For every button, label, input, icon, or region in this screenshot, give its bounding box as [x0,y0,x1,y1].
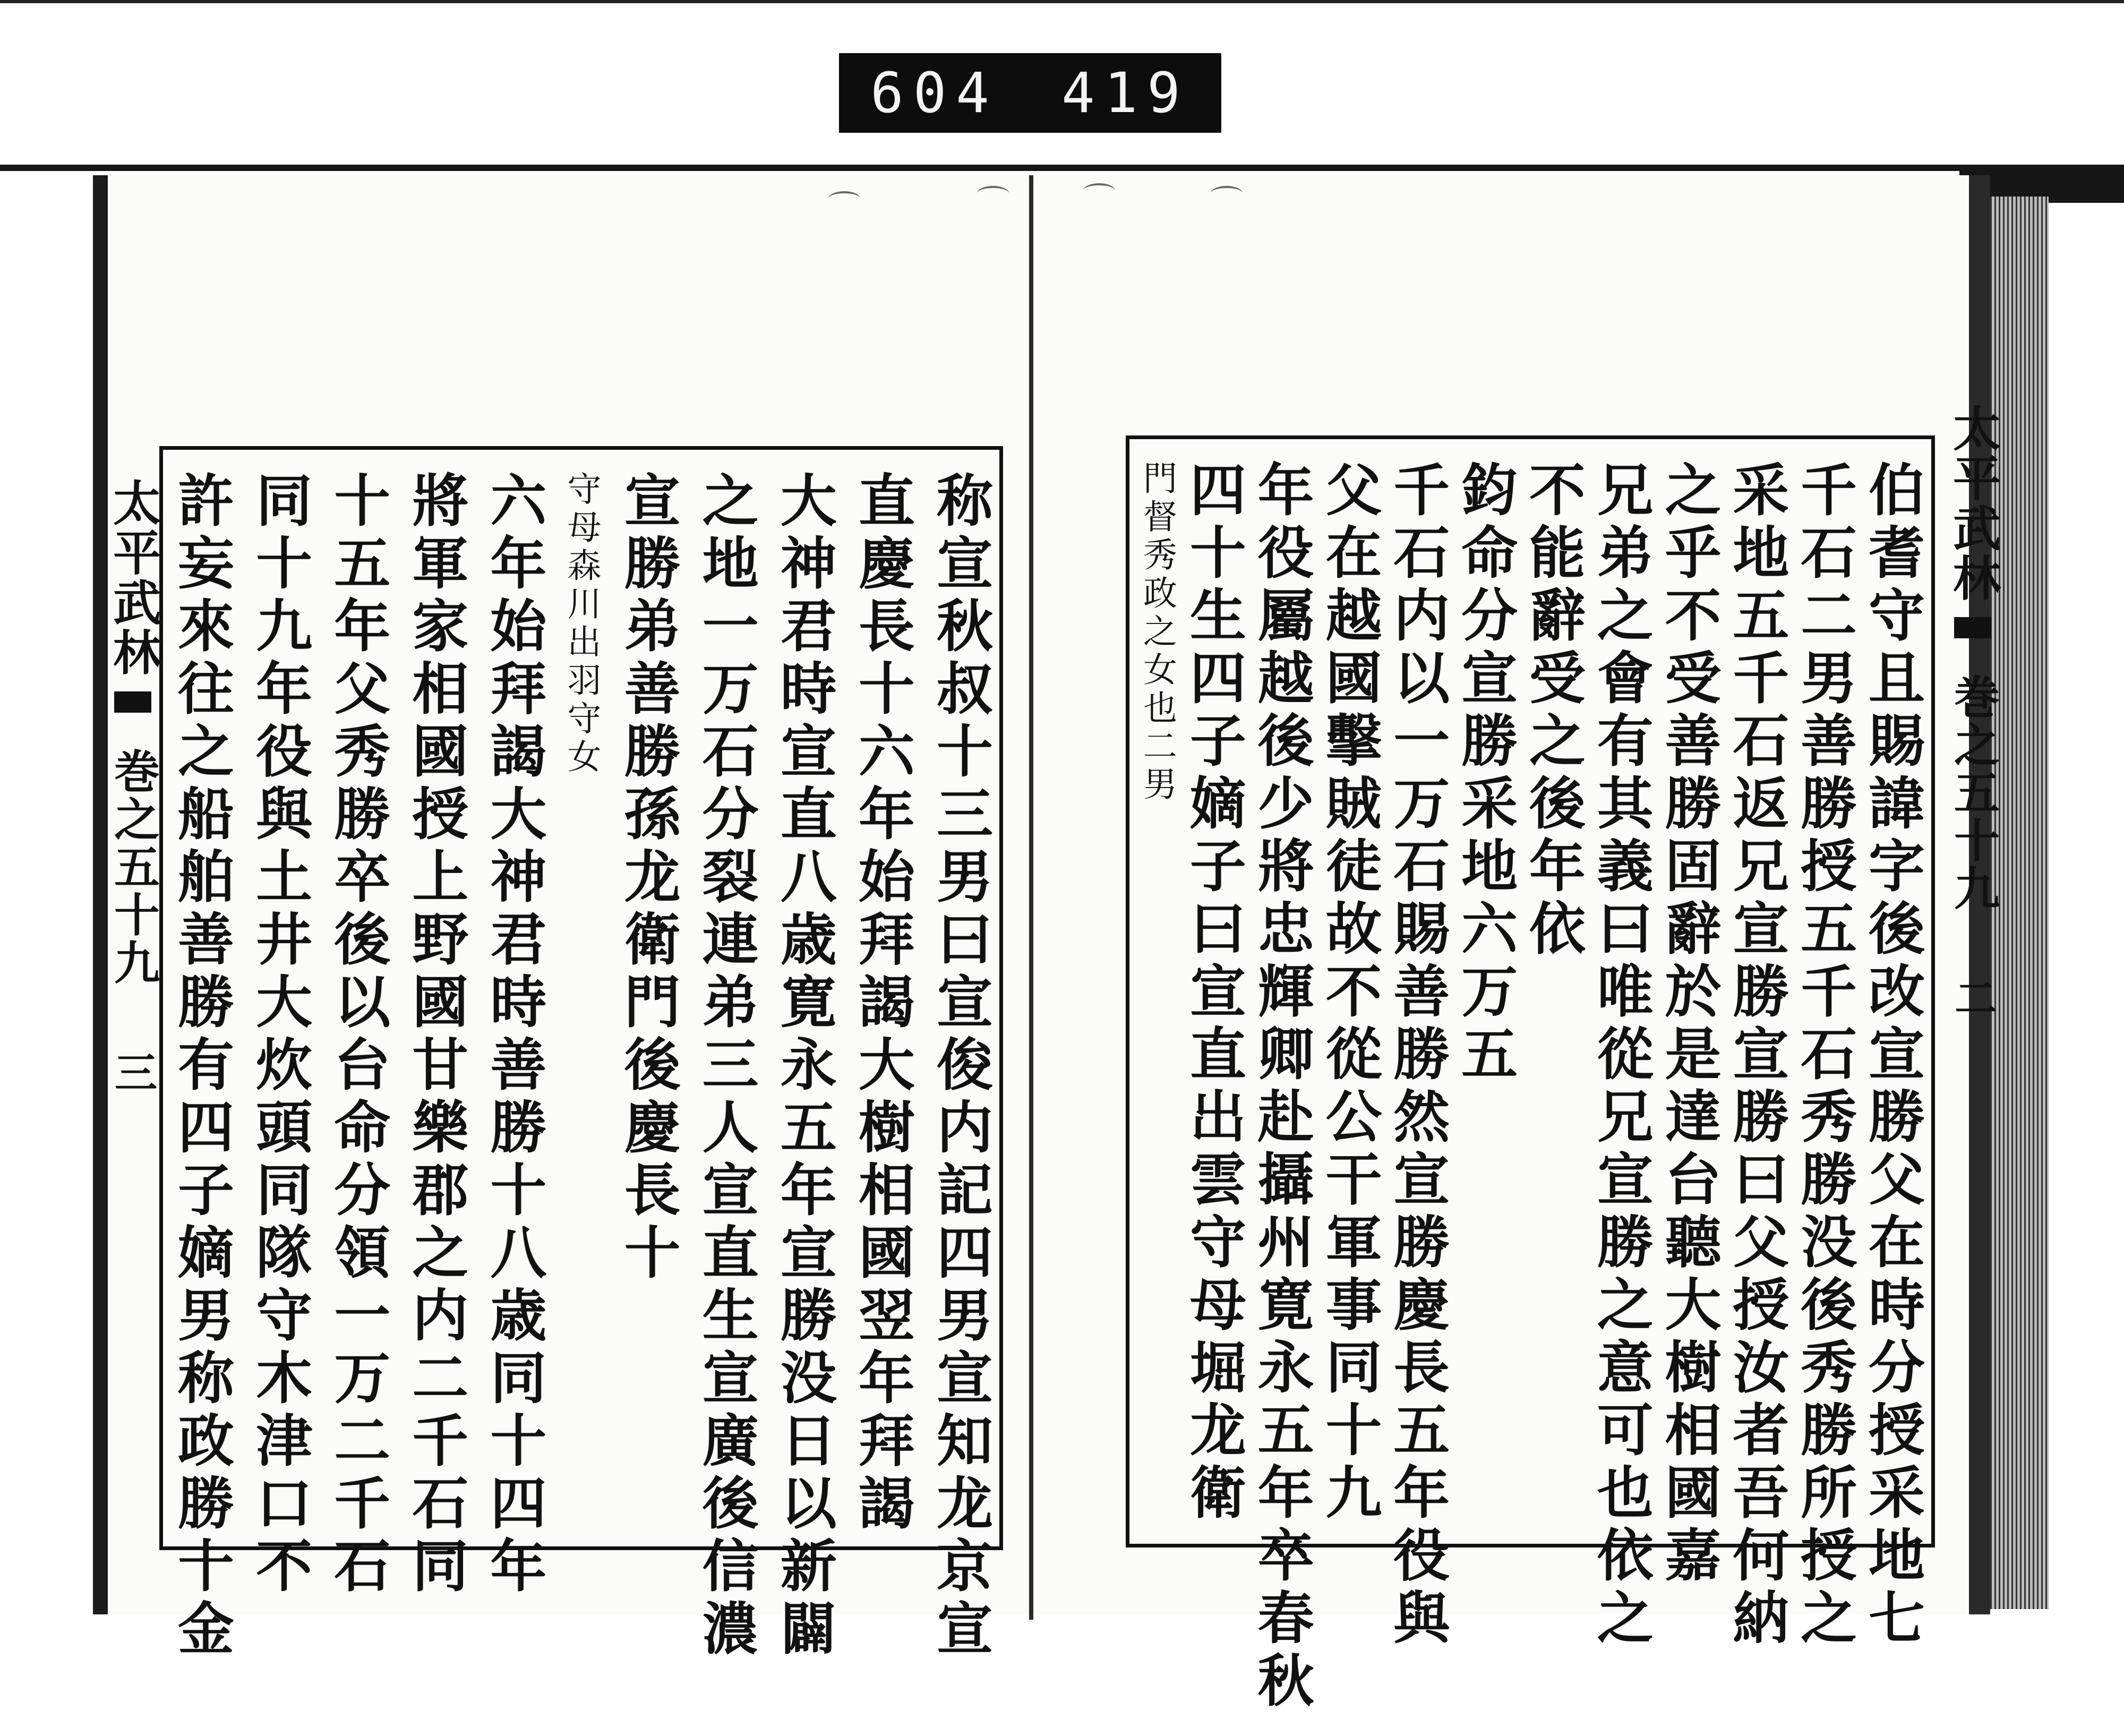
text-column: 十五年父秀勝卒後以台命分領一万二千石 [325,471,392,1599]
text-column: 大神君時宣直八歳寛永五年宣勝没日以新闢 [771,471,838,1662]
right-volume-label: 巻之五十九 [1946,673,2000,912]
paper-mark [1211,186,1243,201]
text-column: 千石内以一万石賜善勝然宣勝慶長五年役與 [1384,460,1451,1651]
text-column: 宣勝弟善勝孫龙衛門後慶長十 [615,471,682,1286]
book-gutter [1029,175,1033,1620]
text-column: 之乎不受善勝固辭於是達台聽大樹相國嘉 [1656,460,1723,1588]
fish-tail-mark [114,691,151,734]
left-text-frame [159,446,1003,1662]
left-text-columns [169,471,994,1662]
text-column: 許妄來往之船舶善勝有四子嫡男称政勝十金 [169,471,235,1662]
text-column: 兄弟之會有其義曰唯從兄宣勝之意可也依之 [1588,460,1655,1651]
fish-tail-mark [1954,617,1991,660]
text-column: 父在越國擊賊徒故不從公干軍事同十九 [1316,460,1383,1526]
right-page-number: 二 [1947,976,1998,1019]
book-top-edge [0,165,2124,171]
left-running-title: 太平武林 [105,478,161,678]
text-column: 年役屬越後少將忠輝卿赴攝州寛永五年卒春秋 [1248,460,1315,1714]
text-column: 將軍家相國授上野國甘樂郡之内二千石同 [403,471,470,1599]
text-column: 称宣秋叔十三男曰宣俊内記四男宣知龙京宣 [927,471,994,1662]
text-column: 六年始拜謁大神君時善勝十八歳同十四年 [481,471,548,1599]
text-column: 之地一万石分裂連弟三人宣直生宣廣後信濃 [693,471,760,1662]
text-column: 同十九年役與土井大炊頭同隊守木津口不 [247,471,314,1599]
text-column: 鈞命分宣勝采地六万五 [1452,460,1519,1087]
annotation-column: 門督秀政之女也二男 [1137,460,1177,805]
catalog-number-right: 419 [1061,61,1190,125]
text-column: 伯耆守且賜諱字後改宣勝父在時分授采地七 [1859,460,1926,1651]
catalog-number-left: 604 [870,61,999,125]
right-running-title: 太平武林 [1945,404,2001,603]
left-margin-column [104,478,162,1529]
annotation-column: 守母森川出羽守女 [561,471,601,777]
text-column: 千石二男善勝授五千石秀勝没後秀勝所授之 [1792,460,1858,1651]
paper-mark [828,191,860,206]
paper-mark [977,186,1009,201]
catalog-number-plate [839,53,1221,133]
text-column: 直慶長十六年始拜謁大樹相國翌年拜謁 [849,471,916,1536]
text-column: 不能辭受之後年依 [1520,460,1587,962]
left-page-number: 三 [107,1050,158,1093]
right-text-columns [1137,460,1926,1714]
paper-mark [1083,183,1115,198]
right-margin-column [1943,404,2002,1413]
left-volume-label: 巻之五十九 [106,748,160,987]
text-column: 四十生四子嫡子曰宣直出雲守母堀龙衛 [1180,460,1247,1526]
right-text-frame [1126,435,1935,1714]
text-column: 采地五千石返兄宣勝宣勝曰父授汝者吾何納 [1724,460,1791,1651]
scan-top-edge [0,0,2124,3]
